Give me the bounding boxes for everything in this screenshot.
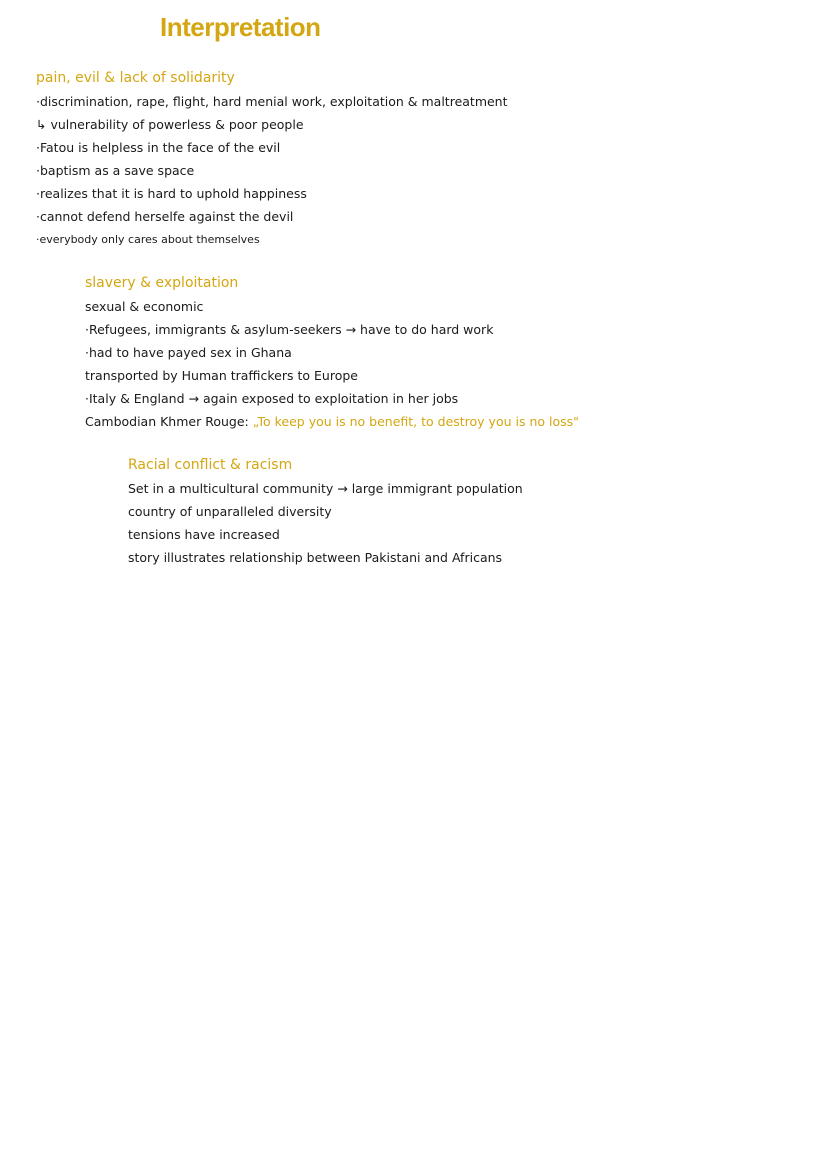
note-line: sexual & economic <box>85 299 204 314</box>
note-line: ·everybody only cares about themselves <box>36 233 260 246</box>
note-line: ·Italy & England → again exposed to exploitation in her jobs <box>85 391 459 406</box>
quote-source: Cambodian Khmer Rouge: <box>85 414 249 429</box>
section-heading: pain, evil & lack of solidarity <box>36 70 235 86</box>
section-pain-evil <box>36 67 508 251</box>
quote-text: „To keep you is no benefit, to destroy you is no loss" <box>252 414 579 429</box>
note-line: ·cannot defend herselfe against the devil <box>36 209 294 224</box>
note-line: transported by Human traffickers to Europe <box>85 368 358 383</box>
note-line: ·had to have payed sex in Ghana <box>85 345 292 360</box>
section-heading: Racial conflict & racism <box>128 457 293 473</box>
note-line: ·Refugees, immigrants & asylum-seekers → have to do hard work <box>85 322 494 337</box>
note-line: ↳ vulnerability of powerless & poor people <box>36 117 304 132</box>
note-line: ·discrimination, rape, flight, hard menial work, exploitation & maltreatment <box>36 94 508 109</box>
section-heading: slavery & exploitation <box>85 275 239 291</box>
section-racial-conflict <box>128 454 523 569</box>
note-line: ·realizes that it is hard to uphold happiness <box>36 186 307 201</box>
page-title: Interpretation <box>160 12 321 42</box>
note-line-with-quote <box>85 410 579 433</box>
note-line: country of unparalleled diversity <box>128 504 332 519</box>
note-line: tensions have increased <box>128 527 280 542</box>
note-line: ·Fatou is helpless in the face of the evil <box>36 140 281 155</box>
note-line: Set in a multicultural community → large immigrant population <box>128 481 523 496</box>
note-line: story illustrates relationship between Pakistani and Africans <box>128 550 503 565</box>
note-line: ·baptism as a save space <box>36 163 195 178</box>
section-slavery-exploitation <box>85 272 579 433</box>
